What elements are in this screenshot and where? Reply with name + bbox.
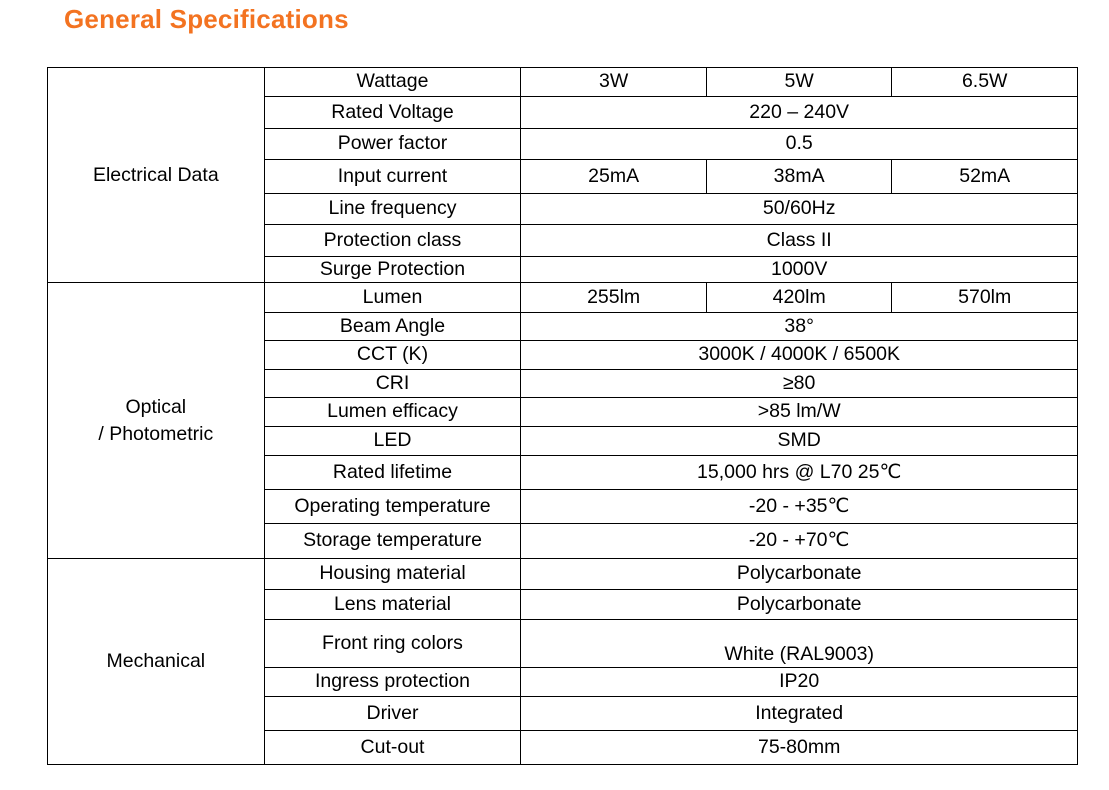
parameter-value: Polycarbonate (521, 559, 1078, 590)
parameter-value: 5W (706, 68, 892, 97)
parameter-value: 75-80mm (521, 731, 1078, 765)
parameter-value: 255lm (521, 283, 707, 313)
spec-table-body (48, 68, 1078, 765)
parameter-name: Protection class (264, 225, 521, 257)
parameter-name: Wattage (264, 68, 521, 97)
parameter-value: 420lm (706, 283, 892, 313)
parameter-name: Ingress protection (264, 668, 521, 697)
parameter-name: Operating temperature (264, 490, 521, 524)
spec-row (48, 283, 1078, 313)
parameter-value: 3W (521, 68, 707, 97)
parameter-value: IP20 (521, 668, 1078, 697)
parameter-value: 220 – 240V (521, 97, 1078, 129)
parameter-name: Housing material (264, 559, 521, 590)
parameter-value: ≥80 (521, 370, 1078, 398)
parameter-value: Polycarbonate (521, 590, 1078, 620)
parameter-name: CCT (K) (264, 341, 521, 370)
parameter-value: White (RAL9003) (521, 620, 1078, 668)
parameter-value: Class II (521, 225, 1078, 257)
page-title: General Specifications (64, 4, 349, 34)
parameter-value: >85 lm/W (521, 398, 1078, 427)
spec-row (48, 559, 1078, 590)
parameter-name: Lens material (264, 590, 521, 620)
parameter-name: Surge Protection (264, 257, 521, 283)
parameter-value: 0.5 (521, 129, 1078, 160)
section-label: Electrical Data (48, 68, 265, 283)
parameter-value: 6.5W (892, 68, 1078, 97)
parameter-value: SMD (521, 427, 1078, 456)
parameter-value: 3000K / 4000K / 6500K (521, 341, 1078, 370)
parameter-value: 38° (521, 313, 1078, 341)
parameter-value: 52mA (892, 160, 1078, 194)
parameter-name: Cut-out (264, 731, 521, 765)
parameter-name: Front ring colors (264, 620, 521, 668)
parameter-value: 25mA (521, 160, 707, 194)
parameter-name: CRI (264, 370, 521, 398)
section-label: Mechanical (48, 559, 265, 765)
parameter-name: Rated Voltage (264, 97, 521, 129)
parameter-name: Lumen (264, 283, 521, 313)
parameter-value: 1000V (521, 257, 1078, 283)
parameter-name: Rated lifetime (264, 456, 521, 490)
parameter-value: 38mA (706, 160, 892, 194)
parameter-name: Input current (264, 160, 521, 194)
section-label: Optical / Photometric (48, 283, 265, 559)
parameter-name: Storage temperature (264, 524, 521, 559)
parameter-value: -20 - +70℃ (521, 524, 1078, 559)
parameter-name: Line frequency (264, 194, 521, 225)
parameter-value: 15,000 hrs @ L70 25℃ (521, 456, 1078, 490)
spec-row (48, 68, 1078, 97)
parameter-value: -20 - +35℃ (521, 490, 1078, 524)
parameter-value: Integrated (521, 697, 1078, 731)
parameter-name: Lumen efficacy (264, 398, 521, 427)
parameter-value: 50/60Hz (521, 194, 1078, 225)
spec-table (47, 67, 1078, 765)
parameter-name: LED (264, 427, 521, 456)
parameter-value: 570lm (892, 283, 1078, 313)
parameter-name: Beam Angle (264, 313, 521, 341)
parameter-name: Power factor (264, 129, 521, 160)
parameter-name: Driver (264, 697, 521, 731)
